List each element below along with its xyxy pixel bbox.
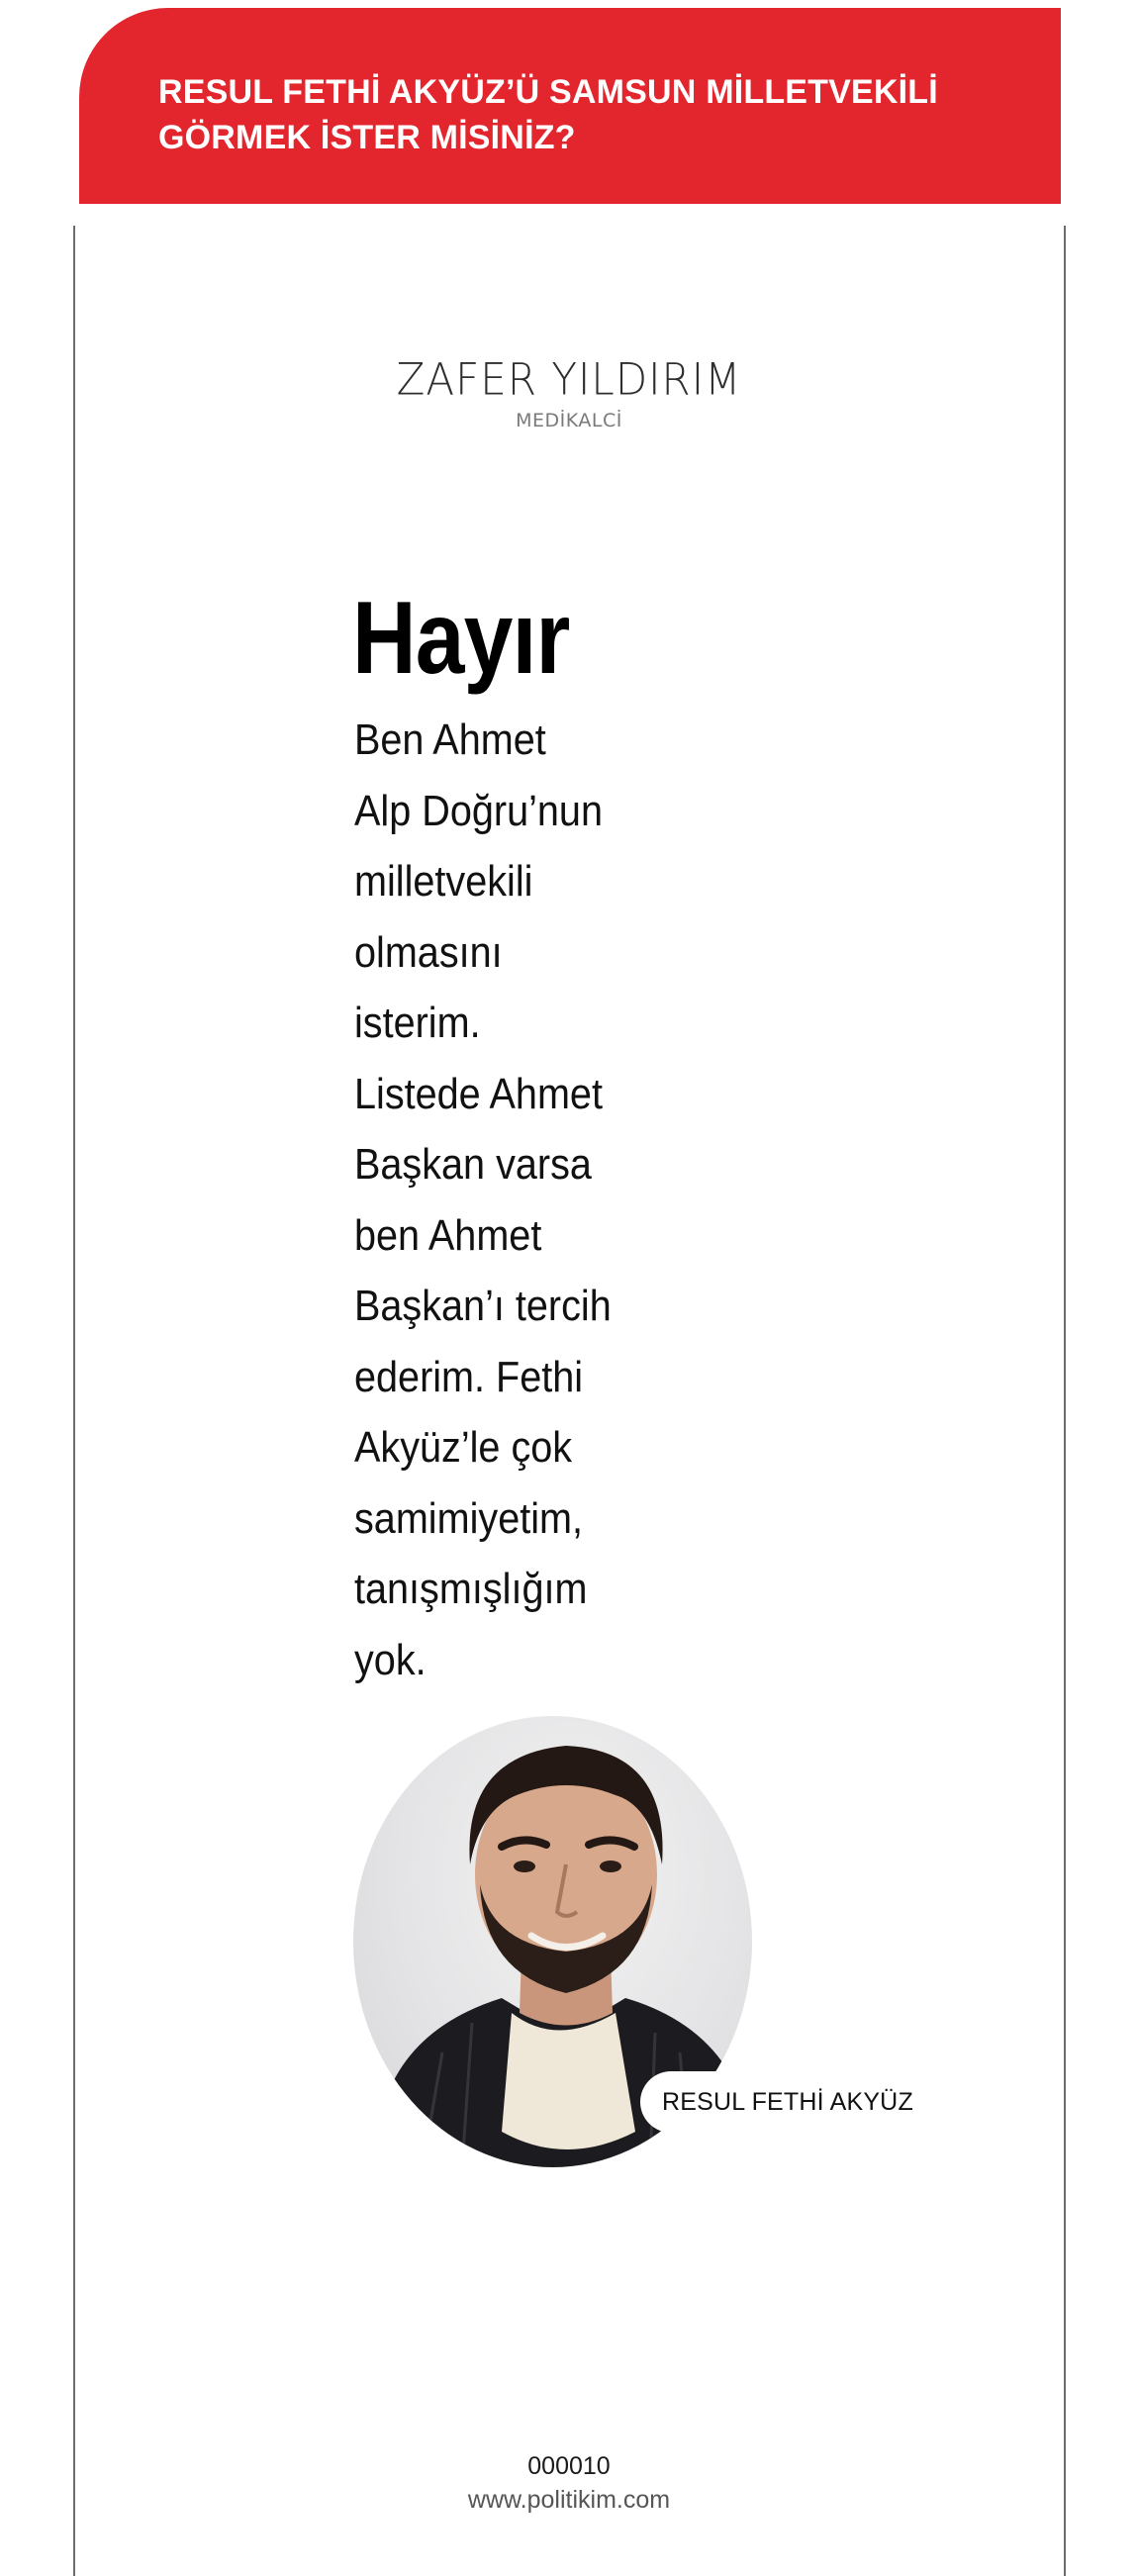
author-name: ZAFER YILDIRIM [396,353,742,406]
answer-word: Hayır [352,581,570,696]
name-tag [640,2071,939,2133]
frame-line-left [73,226,75,2576]
author-block [0,354,1138,433]
answer-text: Ben Ahmet Alp Doğru’nun milletvekili olmasını isterim. Listede Ahmet Başkan varsa ben Ahmet Başkan’ı tercih ederim. Fethi Akyüz’le çok samimiyetim, tanışmışlığım yok. [354,716,612,1684]
header-title-line-2: GÖRMEK İSTER MİSİNİZ? [158,119,576,156]
footer [0,2450,1138,2516]
footer-code: 000010 [527,2452,611,2480]
author-role: MEDİKALCİ [516,410,622,431]
name-tag-label: RESUL FETHİ AKYÜZ [662,2087,913,2116]
header-banner [79,8,1061,204]
footer-url-link[interactable]: www.politikim.com [467,2486,671,2514]
header-title [158,69,1009,160]
frame-line-right [1064,226,1066,2576]
header-title-line-1: RESUL FETHİ AKYÜZ’Ü SAMSUN MİLLETVEKİLİ [158,73,938,111]
